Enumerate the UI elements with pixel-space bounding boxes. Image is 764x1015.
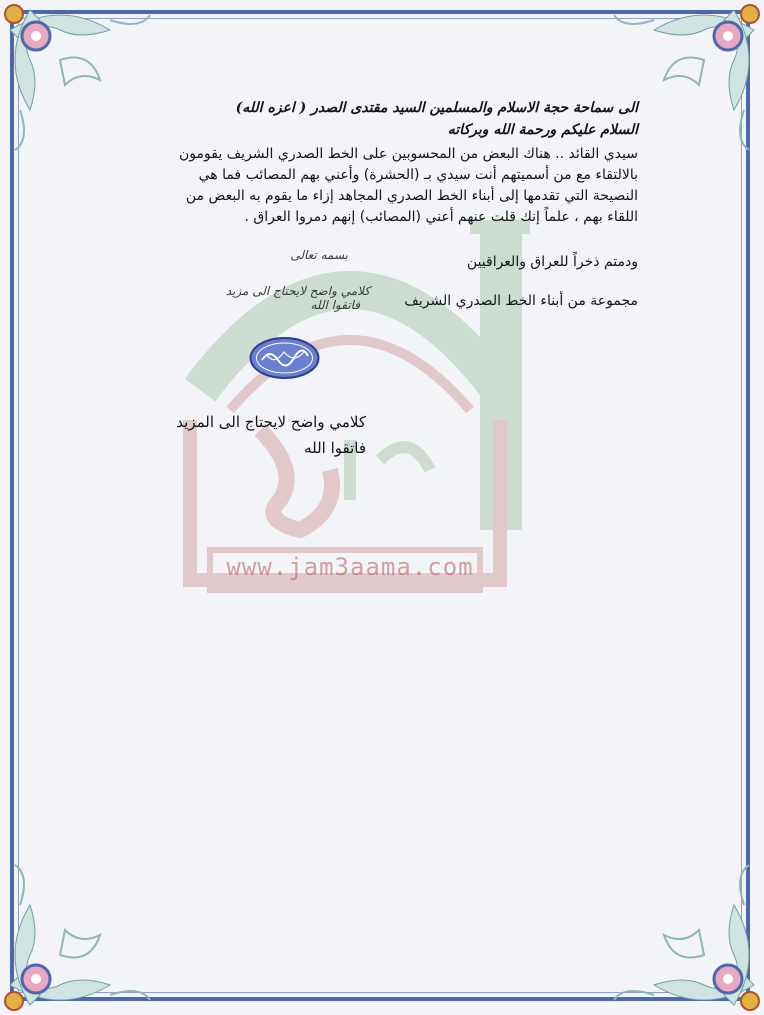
letter-body-line-1: سيدي القائد .. هناك البعض من المحسوبين على الخط الصدري الشريف يقومون (179, 146, 638, 162)
letter-body-line-3: النصيحة التي تقدمها إلى أبناء الخط الصدري المجاهد إزاء ما يقوم به البعض من (185, 188, 638, 204)
corner-ornament-top-right (594, 0, 764, 170)
handwriting-line-2: كلامي واضح لايحتاج الى مزيد (225, 284, 370, 298)
letter-sender: مجموعة من أبناء الخط الصدري الشريف (404, 293, 638, 309)
letter-body-line-4: اللقاء بهم ، علماً إنك قلت عنهم أعني (المصائب) إنهم دمروا العراق . (244, 209, 638, 225)
letter-body-line-2: بالالتقاء مع من أسميتهم أنت سيدي بـ (الحشرة) وأعني بهم المصائب فما هي (198, 167, 638, 183)
seal-stamp (248, 336, 321, 380)
corner-ornament-bottom-right (594, 845, 764, 1015)
handwriting-line-3: فاتقوا الله (310, 298, 360, 312)
corner-ornament-bottom-left (0, 845, 170, 1015)
letter-closing: ودمتم ذخراً للعراق والعراقيين (466, 254, 638, 270)
letter-header-line-2: السلام عليكم ورحمة الله وبركاته (447, 122, 638, 138)
watermark-url: www.jam3aama.com (226, 553, 474, 581)
reply-line-1: كلامي واضح لايحتاج الى المزيد (176, 413, 366, 431)
watermark-mosque-logo (170, 170, 530, 610)
handwriting-line-1: بسمه تعالى (290, 248, 348, 262)
reply-line-2: فاتقوا الله (304, 439, 366, 457)
letter-header-line-1: الى سماحة حجة الاسلام والمسلمين السيد مقتدى الصدر ( اعزه الله) (235, 100, 638, 116)
corner-ornament-top-left (0, 0, 170, 170)
